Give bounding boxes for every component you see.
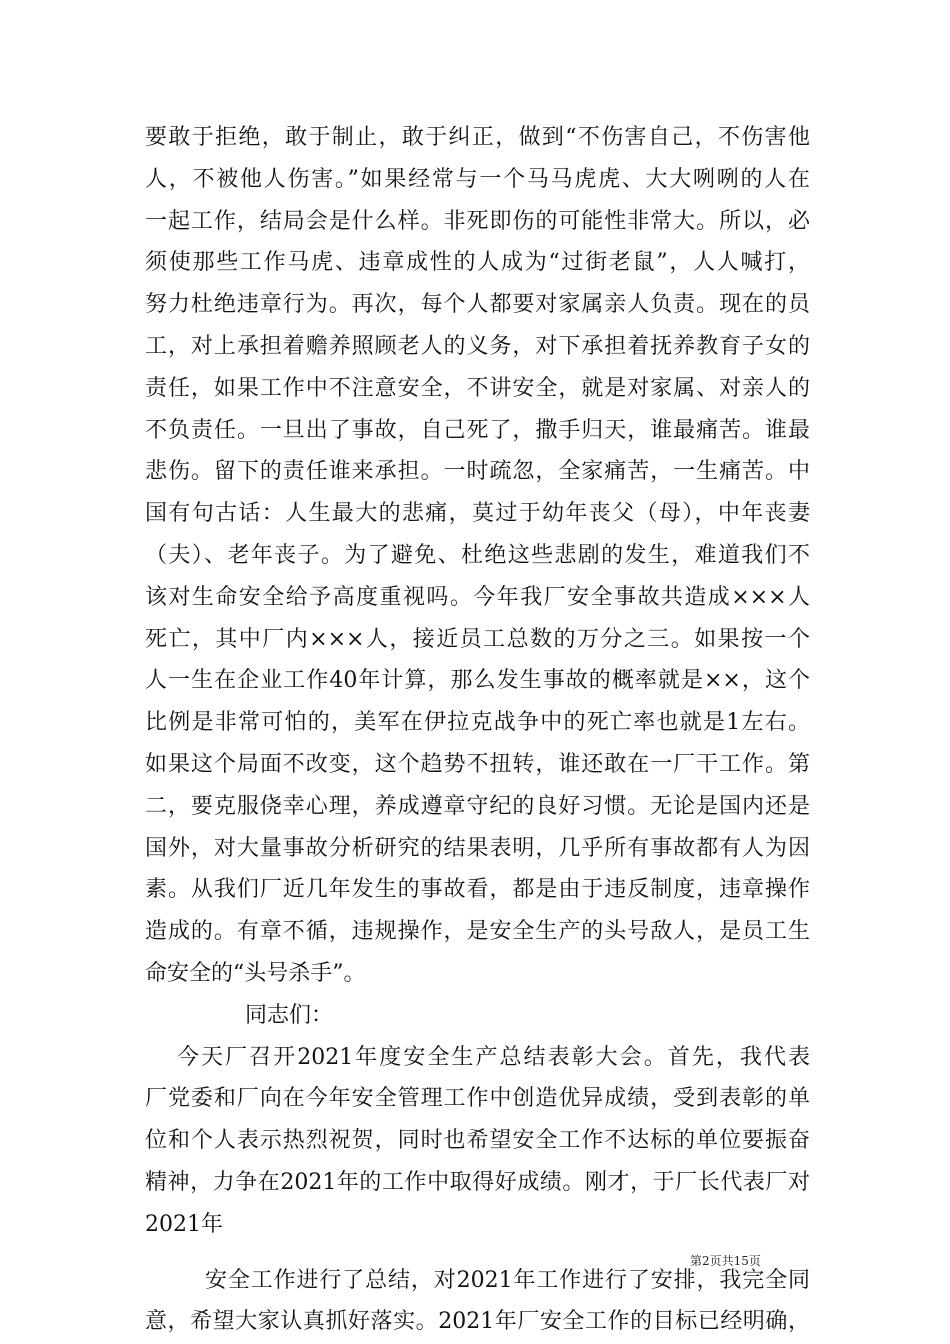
text-line: 位和个人表示热烈祝贺，同时也希望安全工作不达标的单位要振奋 [145, 1128, 810, 1154]
text-line: 人，不被他人伤害。”如果经常与一个马马虎虎、大大咧咧的人在 [145, 166, 810, 192]
text-line: 素。从我们厂近几年发生的事故看，都是由于违反制度，违章操作 [145, 877, 810, 903]
text-line: 该对生命安全给予高度重视吗。今年我厂安全事故共造成×××人 [145, 584, 810, 610]
text-line: 如果这个局面不改变，这个趋势不扭转，谁还敢在一厂干工作。第 [145, 751, 810, 777]
text-line: 死亡，其中厂内×××人，接近员工总数的万分之三。如果按一个 [145, 626, 810, 652]
text-line: 意，希望大家认真抓好落实。2021年厂安全工作的目标已经明确， [145, 1309, 810, 1335]
text-line: 厂党委和厂向在今年安全管理工作中创造优异成绩，受到表彰的单 [145, 1086, 810, 1112]
text-line: 造成的。有章不循，违规操作，是安全生产的头号敌人，是员工生 [145, 919, 810, 945]
text-line: 工，对上承担着赡养照顾老人的义务，对下承担着抚养教育子女的 [145, 333, 810, 359]
text-line: 不负责任。一旦出了事故，自己死了，撒手归天，谁最痛苦。谁最 [145, 417, 810, 443]
text-line: 安全工作进行了总结，对2021年工作进行了安排，我完全同 [205, 1267, 810, 1293]
text-line: 努力杜绝违章行为。再次，每个人都要对家属亲人负责。现在的员 [145, 292, 810, 318]
text-line: 命安全的“头号杀手”。 [145, 960, 366, 986]
text-line: （夫）、老年丧子。为了避免、杜绝这些悲剧的发生，难道我们不 [145, 542, 810, 568]
text-line: 今天厂召开2021年度安全生产总结表彰大会。首先，我代表 [177, 1044, 810, 1070]
text-line: 须使那些工作马虎、违章成性的人成为“过街老鼠”，人人喊打， [145, 250, 810, 276]
page-number: 第2页共15页 [690, 1254, 761, 1268]
text-line: 2021年 [145, 1211, 223, 1237]
text-line: 一起工作，结局会是什么样。非死即伤的可能性非常大。所以，必 [145, 208, 810, 234]
text-line: 二，要克服侥幸心理，养成遵章守纪的良好习惯。无论是国内还是 [145, 793, 810, 819]
text-line: 要敢于拒绝，敢于制止，敢于纠正，做到“不伤害自己，不伤害他 [145, 125, 810, 150]
text-line: 国外，对大量事故分析研究的结果表明，几乎所有事故都有人为因 [145, 835, 810, 861]
text-line: 悲伤。留下的责任谁来承担。一时疏忽，全家痛苦，一生痛苦。中 [145, 459, 810, 485]
text-line: 精神，力争在2021年的工作中取得好成绩。刚才，于厂长代表厂对 [145, 1169, 810, 1195]
text-line: 国有句古话：人生最大的悲痛，莫过于幼年丧父（母），中年丧妻 [145, 501, 810, 527]
body-text [145, 117, 810, 1343]
text-line: 比例是非常可怕的，美军在伊拉克战争中的死亡率也就是1左右。 [145, 710, 810, 736]
text-line: 责任，如果工作中不注意安全，不讲安全，就是对家属、对亲人的 [145, 375, 810, 401]
salutation: 同志们： [245, 1002, 334, 1028]
text-line: 人一生在企业工作40年计算，那么发生事故的概率就是××，这个 [145, 668, 810, 694]
